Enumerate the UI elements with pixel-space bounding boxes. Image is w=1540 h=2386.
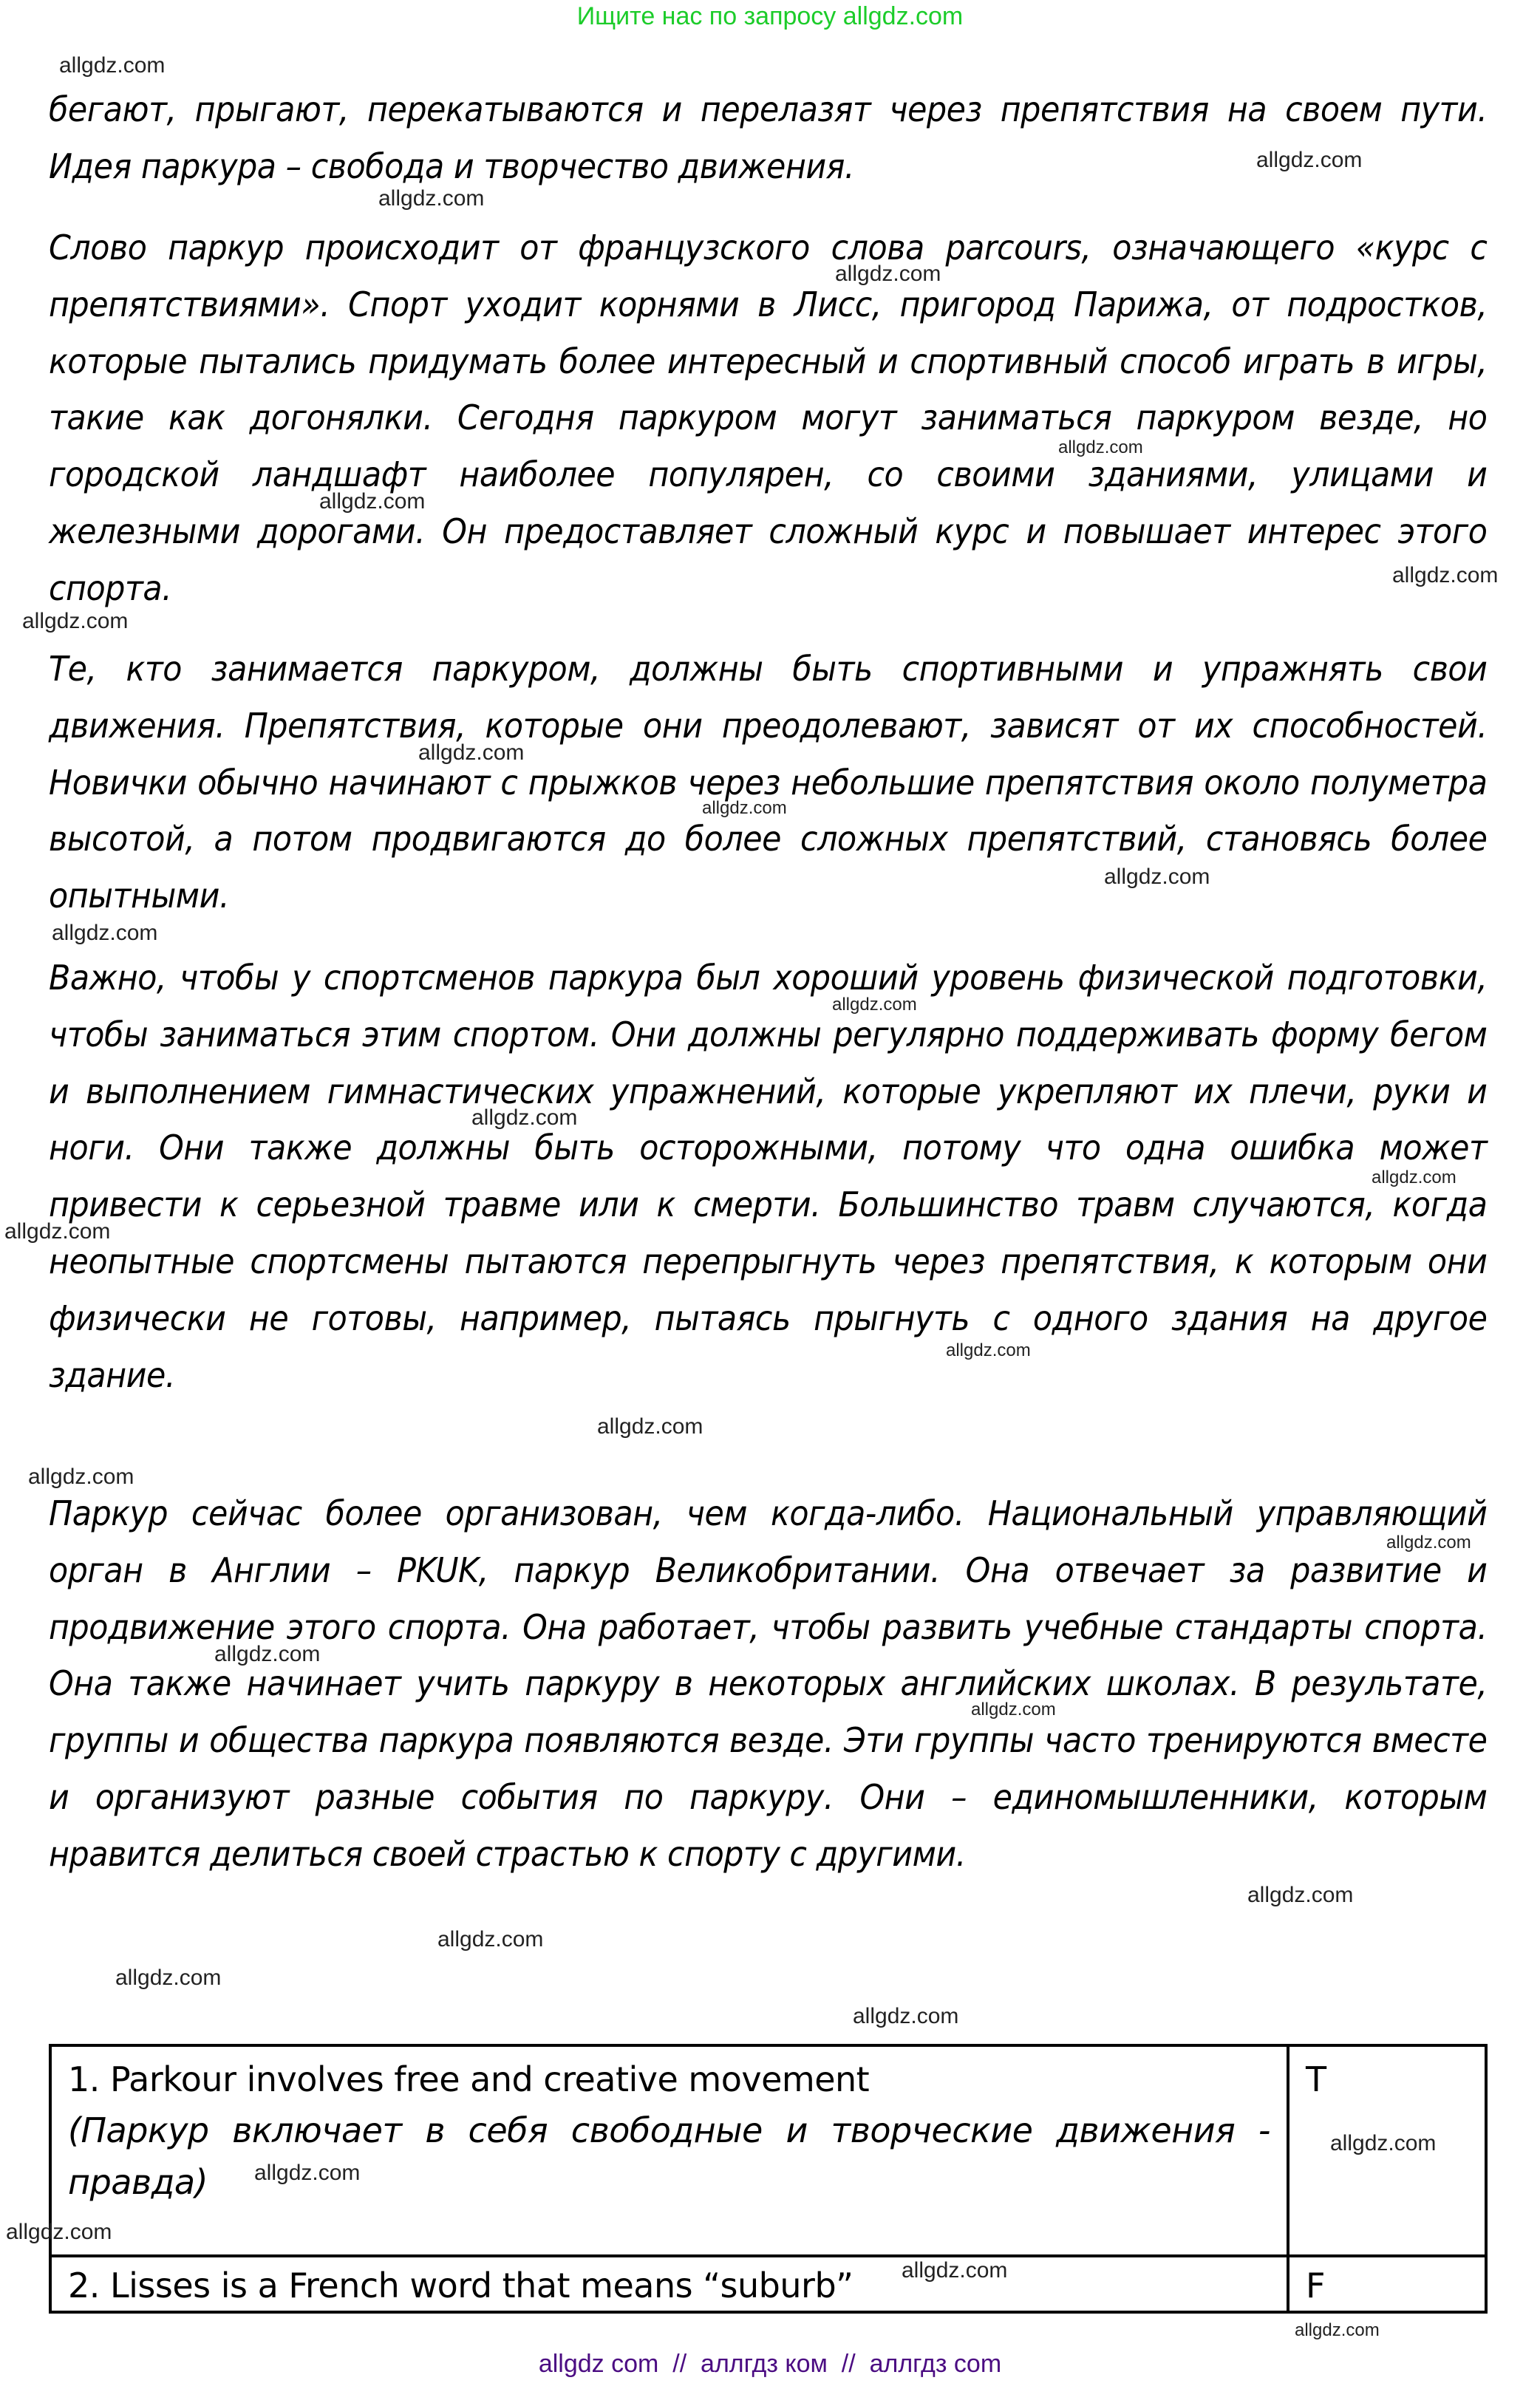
statement-translation: (Паркур включает в себя свободные и творческие движения - правда) [68,2110,1270,2202]
answer-value: T [1306,2059,1327,2099]
watermark: allgdz.com [597,1414,703,1439]
watermark: allgdz.com [1295,2320,1380,2340]
statement-text: 1. Parkour involves free and creative movement [68,2059,870,2099]
watermark: allgdz.com [378,186,485,211]
watermark: allgdz.com [1256,148,1363,172]
watermark: allgdz.com [971,1700,1056,1719]
watermark: allgdz.com [853,2004,959,2028]
watermark: allgdz.com [1392,563,1499,587]
watermark: allgdz.com [52,921,158,945]
watermark: allgdz.com [214,1642,321,1666]
watermark: allgdz.com [22,609,129,633]
watermark: allgdz.com [6,2220,112,2244]
table-row [50,2045,1486,2256]
watermark: allgdz.com [4,1219,111,1244]
statement-cell [50,2045,1288,2256]
paragraph-1: бегают, прыгают, перекатываются и перелазят через препятствия на своем пути. Идея паркура – свобода и творчество движения. [49,89,1488,186]
statement-cell [50,2256,1288,2312]
watermark: allgdz.com [902,2258,1008,2283]
watermark: allgdz.com [319,489,426,514]
table-row [50,2256,1486,2312]
search-banner: Ищите нас по запросу allgdz.com [576,2,964,30]
watermark: allgdz.com [702,798,787,818]
watermark: allgdz.com [418,740,525,765]
watermark: allgdz.com [1104,865,1210,889]
watermark: allgdz.com [59,53,166,78]
footer-links: allgdz com // аллгдз ком // аллгдз com [538,2350,1002,2378]
watermark: allgdz.com [471,1105,578,1130]
watermark: allgdz.com [832,995,917,1015]
paragraph-2: Слово паркур происходит от французского слова parcours, означающего «курс с препятствиями». Спорт уходит корнями в Лисс, пригород Парижа, от подростков, которые пытались придумать более интересный и спортивный способ играть в игры, такие как догонялки. Сегодня паркуром могут заниматься паркуром везде, но городской ландшафт наиболее популярен, со своими зданиями, улицами и железными дорогами. Он предоставляет сложный курс и повышает интерес этого спорта. [49,228,1488,608]
answer-value: F [1306,2266,1326,2305]
watermark: allgdz.com [835,262,941,286]
watermark: allgdz.com [437,1927,544,1952]
watermark: allgdz.com [254,2161,361,2185]
watermark: allgdz.com [1372,1168,1456,1187]
answer-cell [1288,2256,1486,2312]
watermark: allgdz.com [28,1465,134,1489]
watermark: allgdz.com [946,1340,1031,1360]
paragraph-3: Те, кто занимается паркуром, должны быть спортивными и упражнять свои движения. Препятствия, которые они преодолевают, зависят от их способностей. Новички обычно начинают с прыжков через небольшие препятствия около полуметра высотой, а потом продвигаются до более сложных препятствий, становясь более опытными. [49,649,1488,916]
watermark: allgdz.com [1247,1883,1354,1907]
watermark: allgdz.com [1386,1533,1471,1552]
watermark: allgdz.com [1330,2131,1437,2155]
paragraph-5: Паркур сейчас более организован, чем когда-либо. Национальный управляющий орган в Англии – PKUK, паркур Великобритании. Она отвечает за развитие и продвижение этого спорта. Она работает, чтобы развить учебные стандарты спорта. Она также начинает учить паркуру в некоторых английских школах. В результате, группы и общества паркура появляются везде. Эти группы часто тренируются вместе и организуют разные события по паркуру. Они – единомышленники, которым нравится делиться своей страстью к спорту с другими. [49,1493,1488,1874]
watermark: allgdz.com [1058,437,1143,457]
statement-text: 2. Lisses is a French word that means “suburb” [68,2266,854,2305]
paragraph-4: Важно, чтобы у спортсменов паркура был хороший уровень физической подготовки, чтобы заниматься этим спортом. Они должны регулярно поддерживать форму бегом и выполнением гимнастических упражнений, которые укрепляют их плечи, руки и ноги. Они также должны быть осторожными, потому что одна ошибка может привести к серьезной травме или к смерти. Большинство травм случаются, когда неопытные спортсмены пытаются перепрыгнуть через препятствия, к которым они физически не готовы, например, пытаясь прыгнуть с одного здания на другое здание. [49,958,1488,1395]
watermark: allgdz.com [115,1966,222,1990]
